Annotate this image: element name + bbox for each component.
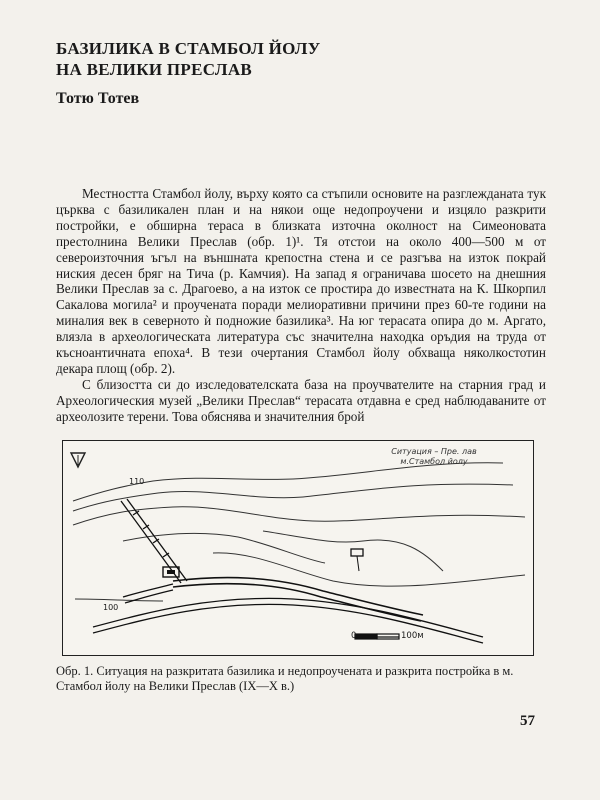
scale-bar xyxy=(355,634,399,639)
legend-line-2: м.Стамбол йолу xyxy=(400,457,468,466)
scale-start-label: 0 xyxy=(351,631,357,641)
legend-line-1: Ситуация – Пре. лав xyxy=(391,447,477,456)
highway xyxy=(93,598,483,643)
north-arrow-icon xyxy=(71,453,85,467)
title-line-2: НА ВЕЛИКИ ПРЕСЛАВ xyxy=(56,60,253,79)
building-marker xyxy=(351,549,363,571)
page-number: 57 xyxy=(520,713,535,729)
diagonal-path xyxy=(121,499,187,583)
paragraph-1: Местността Стамбол йолу, върху която са стъпили основите на разглежданата тук църква с базиликален план и на някои още недопроучени и изцяло разкрити постройки, е обширна тераса в близката източна околност на Симеоновата престолнина Велики Преслав (обр. 1)¹. Тя отстои на около 400—500 м от североизточния ъгъл на външната крепостна стена и се разгъва на изток покрай ниския десен бряг на Тича (р. Камчия). На запад я ограничава шосето на днешния Велики Преслав за с. Драгоево, а на изток се простира до известната на К. Шкорпил Сакалова могила² и проучената поради мелиоративни причини през 60-те години на миналия век в северното ѝ подножие базилика³. На юг терасата опира до м. Аргато, влязла в археологическата литература със значителна находка оръдия на труда от късноантичната епоха⁴. В тези очертания Стамбол йолу обхваща няколкостотин декара площ (обр. 2). xyxy=(56,186,546,376)
scale-end-label: 100м xyxy=(401,631,424,641)
article-author: Тотю Тотев xyxy=(56,90,140,107)
contour-label-100: 100 xyxy=(103,603,119,612)
contour-label-110: 110 xyxy=(129,477,145,486)
site-map-figure xyxy=(62,440,534,656)
article-body xyxy=(56,186,546,425)
figure-caption: Обр. 1. Ситуация на разкритата базилика и недопроучената и разкрита постройка в м. Стамбол йолу на Велики Преслав (IX—X в.) xyxy=(56,664,514,693)
paragraph-2: С близостта си до изследователската база на проучвателите на старния град и Археологическия музей „Велики Преслав“ терасата отдавна е сред наблюдаваните от археолозите терени. Това обяснява и значителния брой xyxy=(56,376,546,424)
site-map-drawing xyxy=(63,441,535,657)
article-title xyxy=(56,38,476,80)
map-legend xyxy=(359,447,509,467)
title-line-1: БАЗИЛИКА В СТАМБОЛ ЙОЛУ xyxy=(56,39,321,58)
